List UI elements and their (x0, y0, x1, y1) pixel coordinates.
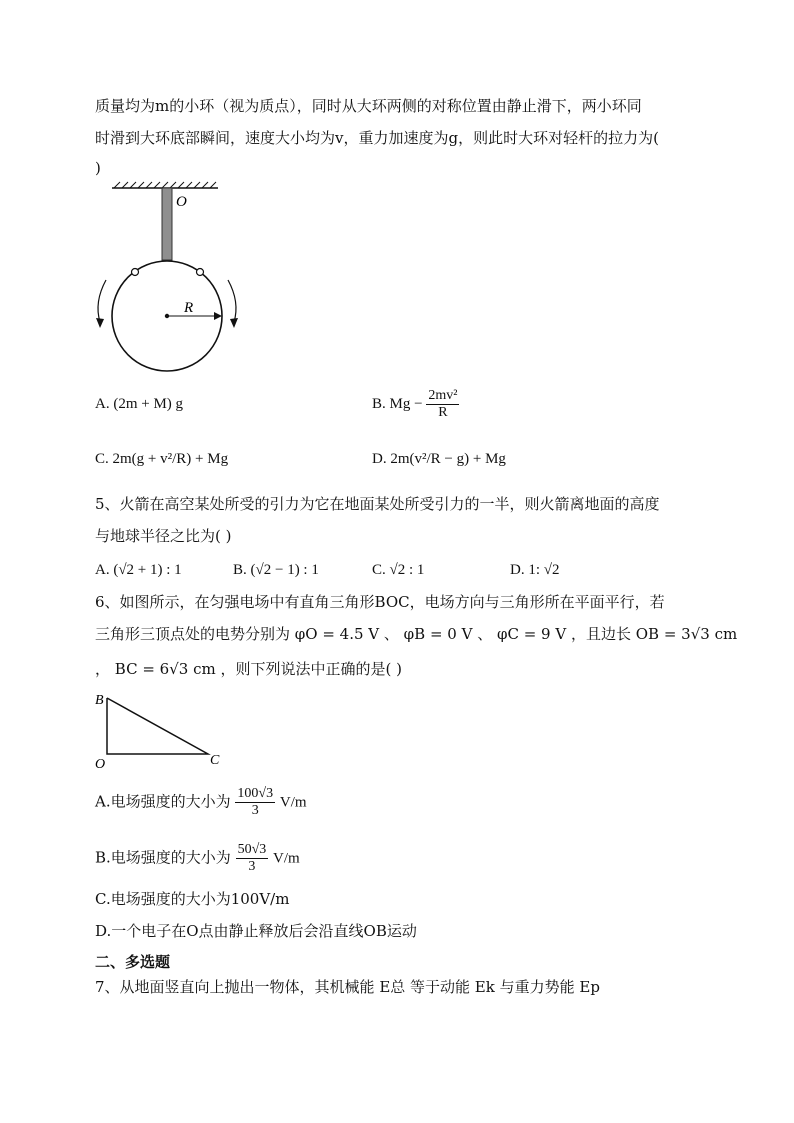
q6-option-b[interactable] (95, 842, 300, 875)
q4-option-a[interactable]: A. (2m + M) g (95, 396, 184, 412)
q4-option-d[interactable]: D. 2m(v²/R − g) + Mg (372, 451, 506, 467)
q4-option-b-fraction (426, 388, 459, 421)
q4-option-c[interactable]: C. 2m(g + v²/R) + Mg (95, 451, 229, 467)
q6-option-c[interactable]: C.电场强度的大小为100V/m (95, 890, 290, 908)
section-title-multiple-choice: 二、多选题 (95, 953, 171, 971)
label-c: C (210, 753, 220, 768)
q7-text-line1: 7、从地面竖直向上抛出一物体，其机械能 E总 等于动能 Ek 与重力势能 Ep (95, 978, 600, 996)
q6-text-line3: ， BC = 6√3 cm ，则下列说法中正确的是( ) (95, 660, 402, 678)
q6-option-a-fraction (235, 786, 275, 819)
q6-triangle-figure (90, 688, 230, 770)
q4-option-b-den: R (438, 405, 448, 420)
q6-option-a[interactable] (95, 786, 307, 819)
q6-option-d[interactable]: D.一个电子在O点由静止释放后会沿直线OB运动 (95, 922, 417, 940)
q4-option-b[interactable] (372, 388, 459, 421)
q5-text-line1: 5、火箭在高空某处所受的引力为它在地面某处所受引力的一半，则火箭离地面的高度 (95, 495, 660, 513)
q5-option-c[interactable]: C. √2 : 1 (372, 562, 425, 578)
q6-option-a-prefix: A.电场强度的大小为 (95, 792, 231, 811)
q4-option-b-num: 2mv² (428, 388, 458, 403)
q6-option-b-den: 3 (248, 859, 256, 874)
q5-option-a[interactable]: A. (√2 + 1) : 1 (95, 562, 182, 578)
q6-option-b-prefix: B.电场强度的大小为 (95, 848, 231, 867)
q4-option-b-prefix: B. Mg − (372, 395, 423, 412)
q6-option-b-unit: V/m (273, 850, 300, 867)
label-r: R (184, 300, 194, 316)
q6-option-b-fraction (236, 842, 269, 875)
q5-option-d[interactable]: D. 1: √2 (510, 562, 560, 578)
q4-text-line3: ) (95, 159, 101, 177)
q6-option-b-num: 50√3 (237, 842, 267, 857)
q6-text-line2: 三角形三顶点处的电势分别为 φO = 4.5 V 、 φB = 0 V 、 φC = 9 V ，且边长 OB = 3√3 cm (95, 625, 738, 643)
label-o: O (95, 757, 106, 770)
q4-text-line1: 质量均为m的小环（视为质点），同时从大环两侧的对称位置由静止滑下，两小环同 (95, 97, 642, 115)
q5-option-b[interactable]: B. (√2 − 1) : 1 (233, 562, 319, 578)
label-b: B (95, 693, 104, 708)
q6-text-line1: 6、如图所示，在匀强电场中有直角三角形BOC，电场方向与三角形所在平面平行，若 (95, 593, 665, 611)
q4-ring-figure (90, 180, 250, 380)
q6-option-a-unit: V/m (279, 794, 307, 811)
q4-text-line2: 时滑到大环底部瞬间，速度大小均为v，重力加速度为g，则此时大环对轻杆的拉力为( (95, 129, 659, 147)
q6-option-a-num: 100√3 (237, 786, 274, 801)
label-o: O (176, 194, 187, 210)
q5-text-line2: 与地球半径之比为( ) (95, 527, 232, 545)
q6-option-a-den: 3 (251, 803, 259, 818)
